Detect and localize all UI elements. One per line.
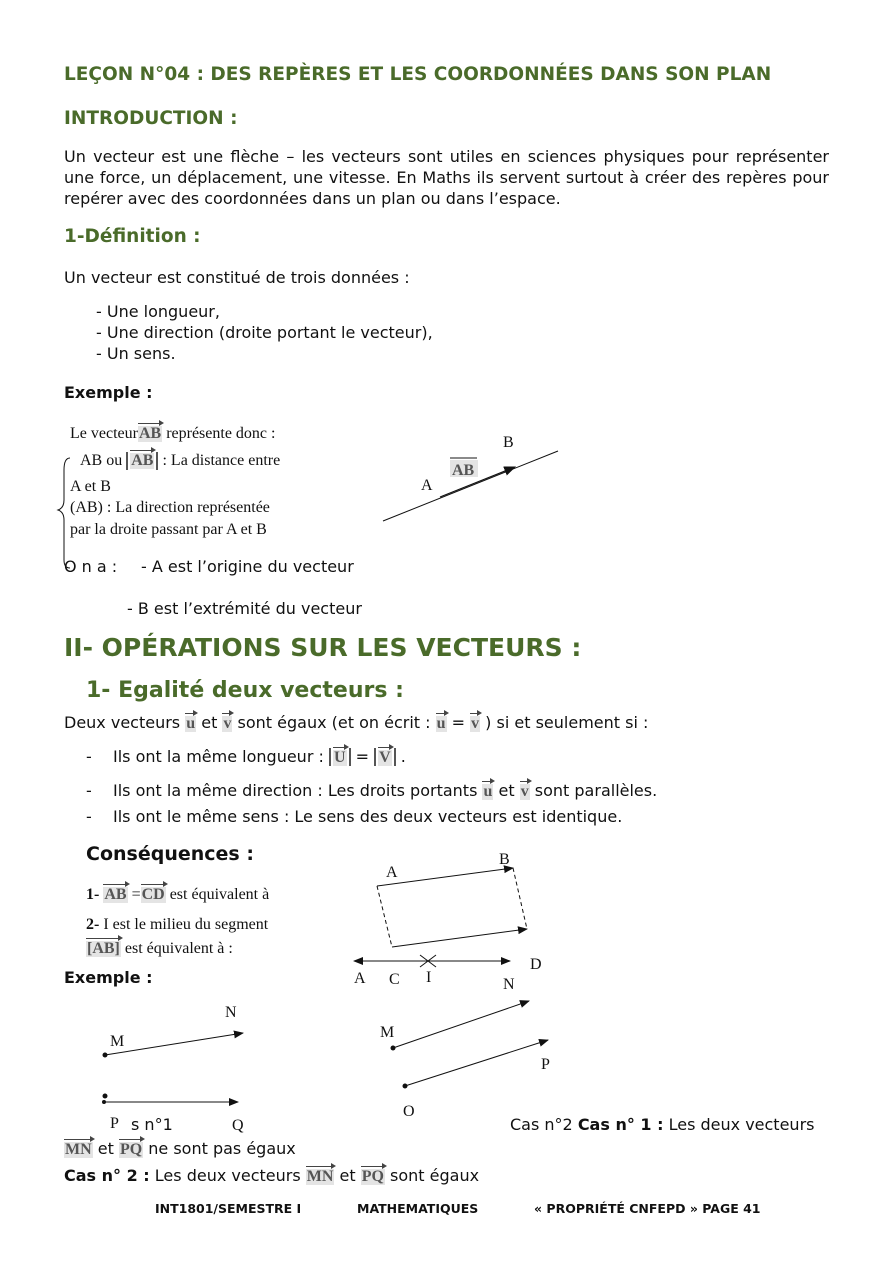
vector-pq-label: PQ [119,1141,143,1158]
box-line-5: par la droite passant par A et B [70,521,267,538]
equality-intro-text-3: sont égaux (et on écrit : [232,713,436,732]
consequence-1-number: 1- [86,886,104,903]
box-line-3: A et B [70,478,111,495]
vector-v-label: v [223,715,232,732]
cases-text-3-prefix: Les deux vecteurs [149,1166,306,1185]
segment-c-label: C [389,971,400,988]
case2-p-label: P [541,1056,550,1073]
cases-text-1-suffix: Les deux vecteurs [663,1115,815,1134]
case1-q-label: Q [232,1117,244,1134]
parallelogram-a-label: A [386,864,398,881]
point-a-label: A [421,477,433,494]
parallelogram-bottom-vector [392,929,527,947]
vector-u-label: u [186,715,196,732]
point-p-dot-2 [102,1100,106,1104]
tick-i-right [428,955,436,961]
definition-item-direction: - Une direction (droite portant le vecteur), [96,323,433,342]
example-label-2: Exemple : [64,968,153,987]
vector-mn-label: MN [65,1141,92,1158]
cond-1-dash: - [86,747,92,766]
example-label-1: Exemple : [64,383,153,402]
definition-item-length: - Une longueur, [96,302,220,321]
segment-i-label: I [426,969,432,986]
intro-heading: INTRODUCTION : [64,108,238,129]
point-p-dot [103,1094,108,1099]
case1-n-label: N [225,1004,237,1021]
footer-page: « PROPRIÉTÉ CNFEPD » PAGE 41 [534,1201,761,1216]
consequence-1-suffix: est équivalent à [165,886,270,903]
vector-V-label: V [379,749,391,766]
cond-2-suffix: sont parallèles. [529,781,658,800]
equality-intro-text-1: Deux vecteurs [64,713,186,732]
equality-intro-text-4: ) si et seulement si : [480,713,649,732]
cond-2-text: Ils ont la même direction : Les droits portants [113,781,483,800]
lesson-title: LEÇON N°04 : DES REPÈRES ET LES COORDONNÉES DANS SON PLAN [64,64,772,85]
vector-ab-label-2: AB [104,886,127,903]
footer-course-code: INT1801/SEMESTRE I [155,1201,302,1216]
definition-heading: 1-Définition : [64,226,201,247]
cond-3: Ils ont le même sens : Le sens des deux vecteurs est identique. [113,807,623,826]
parallelogram-d-label: D [530,956,542,973]
cond-1-eq: = [350,747,375,766]
vector-mn-case1 [105,1033,243,1055]
fig1-vec-label: AB [452,462,475,479]
tick-i-left [420,955,428,961]
case2-m-label: M [380,1024,395,1041]
vector-mn-label-2: MN [306,1168,334,1185]
definition-item-sense: - Un sens. [96,344,176,363]
case1-m-label: M [110,1033,125,1050]
box-line-1-prefix: Le vecteur [70,425,138,442]
point-b-label: B [503,434,514,451]
cases-text-2-suffix: ne sont pas égaux [143,1139,296,1158]
consequences-heading: Conséquences : [86,843,254,865]
consequence-2-text: I est le milieu du segment [103,916,269,933]
cases-text-3-mid: et [334,1166,361,1185]
cond-1-text: Ils ont la même longueur : [113,747,329,766]
tick-i-left-b [420,961,428,967]
consequence-2-suffix: est équivalent à : [120,940,233,957]
consequence-2-number: 2- [86,916,104,933]
vector-U-label: U [333,749,346,766]
vector-v-label-3: v [520,783,529,800]
parallelogram-right-side [513,868,527,929]
box-line-2-prefix: AB ou [80,452,127,469]
case2-label-bold: Cas n° 2 : [64,1166,150,1185]
cond-3-dash: - [86,807,92,826]
vector-u-label-3: u [483,783,493,800]
cases-text-3-suffix: sont égaux [384,1166,480,1185]
on-a-origin: - A est l’origine du vecteur [141,557,354,576]
vector-mn-case2 [393,1001,529,1048]
cases-text-2-mid: et [92,1139,119,1158]
vector-pq-label-2: PQ [361,1168,384,1185]
case2-o-label: O [403,1103,415,1120]
segment-a-label: A [354,970,366,987]
case2-n-label: N [503,976,515,993]
vector-v-label-2: v [471,715,480,732]
case2-label-inline: Cas n°2 [510,1115,578,1134]
equality-sign: = [446,713,471,732]
segment-ab-label: [AB] [87,940,120,957]
definition-text: Un vecteur est constitué de trois données : [64,268,410,287]
parallelogram-left-side [377,886,392,947]
case1-label-bold: Cas n° 1 : [577,1115,664,1134]
box-line-4: (AB) : La direction représentée [70,499,270,516]
cond-2-dash: - [86,781,92,800]
tick-i-right-b [428,961,436,967]
vector-ab-label: AB [138,425,162,442]
box-line-1-suffix: représente donc : [162,425,276,442]
vector-cd-label: CD [141,886,165,903]
cond-2-mid: et [493,781,520,800]
case1-p-label: P [110,1115,119,1132]
box-line-2-suffix: : La distance entre [158,452,281,469]
consequence-1-eq: = [127,886,141,903]
vector-u-label-2: u [436,715,446,732]
definition-brace [58,458,70,568]
equality-heading: 1- Egalité deux vecteurs : [86,678,404,703]
equality-intro-text-2: et [196,713,223,732]
vector-ab-norm-label: AB [131,452,154,469]
parallelogram-b-label: B [499,851,510,868]
on-a-extremity: - B est l’extrémité du vecteur [127,599,362,618]
intro-paragraph: Un vecteur est une flèche – les vecteurs sont utiles en sciences physiques pour représenter une force, un déplacement, une vitesse. En Maths ils servent surtout à créer des repères pour repérer avec des coordonnées dans un plan ou dans l’espace. [64,147,829,208]
case1-caption: s n°1 [131,1115,173,1134]
vector-op-case2 [405,1040,548,1086]
footer-subject: MATHEMATIQUES [357,1201,479,1216]
on-a-label: O n a : [64,557,118,576]
operations-heading: II- OPÉRATIONS SUR LES VECTEURS : [64,633,582,662]
cond-1-suffix: . [395,747,406,766]
